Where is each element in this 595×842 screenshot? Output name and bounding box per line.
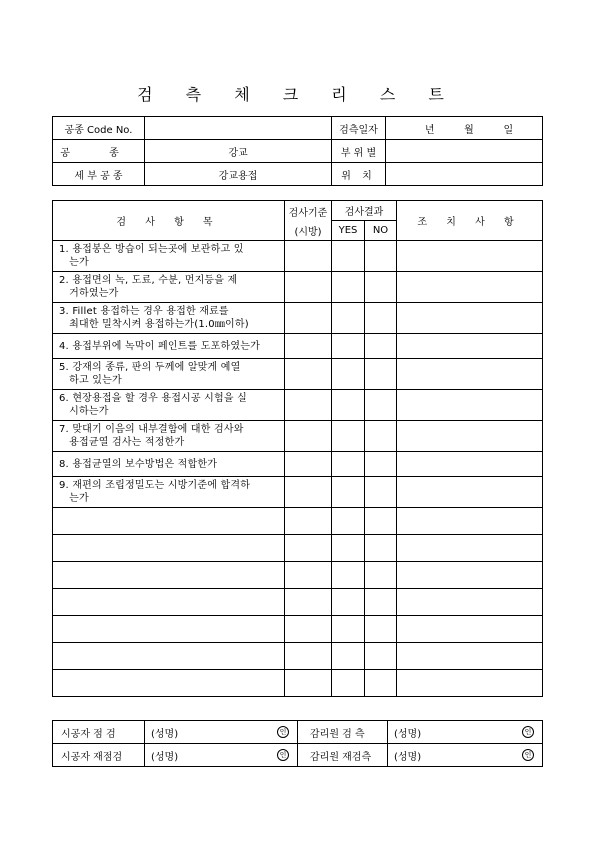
check-standard-cell[interactable] [285,359,332,390]
header-row-code [53,117,543,140]
check-item-line1: 7. 맞대기 이음의 내부결함에 대한 검사와 [59,424,244,435]
check-item-text [53,562,285,589]
check-standard-cell[interactable] [285,643,332,670]
check-no-cell[interactable] [365,508,397,535]
check-action-cell[interactable] [397,477,543,508]
work-type-field[interactable]: 강교 [145,140,332,163]
work-type-label: 공 종 [53,140,145,163]
inspection-date-field[interactable] [386,117,543,140]
check-item-line2: 거하였는가 [59,288,119,299]
check-no-cell[interactable] [365,616,397,643]
check-item-line1: 4. 용접부위에 녹막이 페인트를 도포하였는가 [59,340,260,352]
check-no-cell[interactable] [365,535,397,562]
check-yes-cell[interactable] [332,535,365,562]
check-standard-cell[interactable] [285,670,332,697]
checklist-row [53,421,543,452]
check-no-cell[interactable] [365,589,397,616]
contractor-recheck-seal[interactable] [235,744,298,767]
checklist-blank-row [53,508,543,535]
check-standard-cell[interactable] [285,241,332,272]
contractor-check-label: 시공자 점 검 [53,721,145,744]
checklist-blank-row [53,535,543,562]
checklist-blank-row [53,562,543,589]
check-item-text [53,535,285,562]
check-action-cell[interactable] [397,334,543,359]
check-action-cell[interactable] [397,272,543,303]
checklist-header-row [53,201,543,221]
signature-table [52,720,543,767]
checklist-row [53,452,543,477]
check-no-cell[interactable] [365,670,397,697]
check-yes-cell[interactable] [332,508,365,535]
check-standard-cell[interactable] [285,562,332,589]
contractor-recheck-label: 시공자 재점검 [53,744,145,767]
check-item-text [53,589,285,616]
checklist-row [53,334,543,359]
detail-work-field[interactable]: 강교용접 [145,163,332,186]
check-no-cell[interactable] [365,390,397,421]
check-yes-cell[interactable] [332,303,365,334]
checklist-row [53,390,543,421]
check-item-text [53,643,285,670]
checklist-blank-row [53,616,543,643]
check-action-cell[interactable] [397,670,543,697]
check-no-cell[interactable] [365,272,397,303]
check-standard-cell[interactable] [285,303,332,334]
location-field[interactable] [386,163,543,186]
month-label: 월 [464,124,474,136]
check-no-cell[interactable] [365,643,397,670]
col-header-standard-line2: (시방) [294,226,322,238]
check-yes-cell[interactable] [332,643,365,670]
check-yes-cell[interactable] [332,241,365,272]
checklist-row [53,272,543,303]
check-yes-cell[interactable] [332,452,365,477]
day-label: 일 [503,124,514,136]
check-no-cell[interactable] [365,421,397,452]
detail-work-label: 세 부 공 종 [53,163,145,186]
check-item-text [53,477,285,508]
check-no-cell[interactable] [365,477,397,508]
check-standard-cell[interactable] [285,508,332,535]
col-header-result: 검사결과 [332,201,397,221]
check-item-line1: 8. 용접균열의 보수방법은 적합한가 [59,458,218,470]
check-item-text [53,303,285,334]
seal-icon: 인 [522,749,534,761]
col-header-standard-line1: 검사기준 [288,207,328,219]
signature-row-2 [53,744,543,767]
supervisor-recheck-name[interactable]: (성명) [388,744,478,767]
inspection-date-label: 검측일자 [332,117,386,140]
check-action-cell[interactable] [397,303,543,334]
check-yes-cell[interactable] [332,359,365,390]
check-yes-cell[interactable] [332,562,365,589]
check-action-cell[interactable] [397,535,543,562]
check-standard-cell[interactable] [285,477,332,508]
signature-row-1 [53,721,543,744]
check-yes-cell[interactable] [332,334,365,359]
check-standard-cell[interactable] [285,421,332,452]
check-no-cell[interactable] [365,452,397,477]
check-yes-cell[interactable] [332,616,365,643]
check-item-line2: 하고 있는가 [59,375,122,386]
supervisor-recheck-seal[interactable] [478,744,543,767]
check-item-line1: 1. 용접봉은 방습이 되는곳에 보관하고 있 [59,244,244,255]
seal-icon: 인 [277,726,289,738]
checklist-blank-row [53,643,543,670]
check-item-text [53,359,285,390]
checklist-row [53,241,543,272]
check-item-text [53,421,285,452]
check-item-line2: 는가 [59,257,89,268]
checklist-row [53,303,543,334]
checklist-items [53,241,543,697]
checklist-table [52,200,543,697]
code-field[interactable] [145,117,332,140]
header-info-table [52,116,543,186]
check-action-cell[interactable] [397,359,543,390]
checklist-blank-row [53,670,543,697]
check-standard-cell[interactable] [285,535,332,562]
check-action-cell[interactable] [397,643,543,670]
supervisor-check-seal[interactable] [478,721,543,744]
header-row-work-type [53,140,543,163]
check-action-cell[interactable] [397,508,543,535]
check-yes-cell[interactable] [332,589,365,616]
check-yes-cell[interactable] [332,421,365,452]
checklist-blank-row [53,589,543,616]
col-header-standard [285,201,332,241]
check-yes-cell[interactable] [332,670,365,697]
part-field[interactable] [386,140,543,163]
check-item-text [53,272,285,303]
col-header-action: 조 치 사 항 [397,201,543,241]
check-item-line1: 6. 현장용접을 할 경우 용접시공 시험을 실 [59,393,247,404]
check-standard-cell[interactable] [285,616,332,643]
check-no-cell[interactable] [365,562,397,589]
seal-icon: 인 [522,726,534,738]
check-no-cell[interactable] [365,359,397,390]
contractor-check-seal[interactable] [235,721,298,744]
check-item-line1: 5. 강재의 종류, 판의 두께에 알맞게 예열 [59,362,241,373]
part-label: 부 위 별 [332,140,386,163]
check-action-cell[interactable] [397,390,543,421]
header-row-detail [53,163,543,186]
check-action-cell[interactable] [397,589,543,616]
page-title: 검 측 체 크 리 스 트 [137,85,458,104]
col-header-no: NO [365,221,397,241]
check-yes-cell[interactable] [332,272,365,303]
col-header-yes: YES [332,221,365,241]
location-label: 위 치 [332,163,386,186]
check-yes-cell[interactable] [332,390,365,421]
contractor-recheck-name[interactable]: (성명) [145,744,235,767]
check-item-line2: 시하는가 [59,406,109,417]
check-item-line2: 용접균열 검사는 적정한가 [59,437,185,448]
check-item-text [53,508,285,535]
seal-icon: 인 [277,749,289,761]
supervisor-check-label: 감리원 검 측 [298,721,388,744]
check-item-line2: 최대한 밀착시켜 용접하는가(1.0㎜이하) [59,319,249,330]
check-standard-cell[interactable] [285,272,332,303]
check-item-line1: 3. Fillet 용접하는 경우 용접한 재료를 [59,306,229,317]
check-action-cell[interactable] [397,241,543,272]
check-item-line2: 는가 [59,493,89,504]
check-action-cell[interactable] [397,616,543,643]
check-no-cell[interactable] [365,241,397,272]
check-item-line1: 2. 용접면의 녹, 도료, 수분, 먼지등을 제 [59,275,238,286]
check-no-cell[interactable] [365,334,397,359]
check-item-text [53,616,285,643]
year-label: 년 [424,124,435,136]
check-item-text [53,334,285,359]
supervisor-check-name[interactable]: (성명) [388,721,478,744]
check-standard-cell[interactable] [285,452,332,477]
code-label: 공종 Code No. [53,117,145,140]
col-header-item: 검 사 항 목 [53,201,285,241]
check-action-cell[interactable] [397,562,543,589]
check-action-cell[interactable] [397,452,543,477]
check-no-cell[interactable] [365,303,397,334]
check-standard-cell[interactable] [285,390,332,421]
checklist-row [53,477,543,508]
check-standard-cell[interactable] [285,589,332,616]
check-standard-cell[interactable] [285,334,332,359]
check-item-text [53,241,285,272]
check-action-cell[interactable] [397,421,543,452]
check-item-line1: 9. 재편의 조립정밀도는 시방기준에 합격하 [59,480,251,491]
contractor-check-name[interactable]: (성명) [145,721,235,744]
checklist-row [53,359,543,390]
supervisor-recheck-label: 감리원 재검측 [298,744,388,767]
check-yes-cell[interactable] [332,477,365,508]
check-item-text [53,390,285,421]
check-item-text [53,452,285,477]
check-item-text [53,670,285,697]
